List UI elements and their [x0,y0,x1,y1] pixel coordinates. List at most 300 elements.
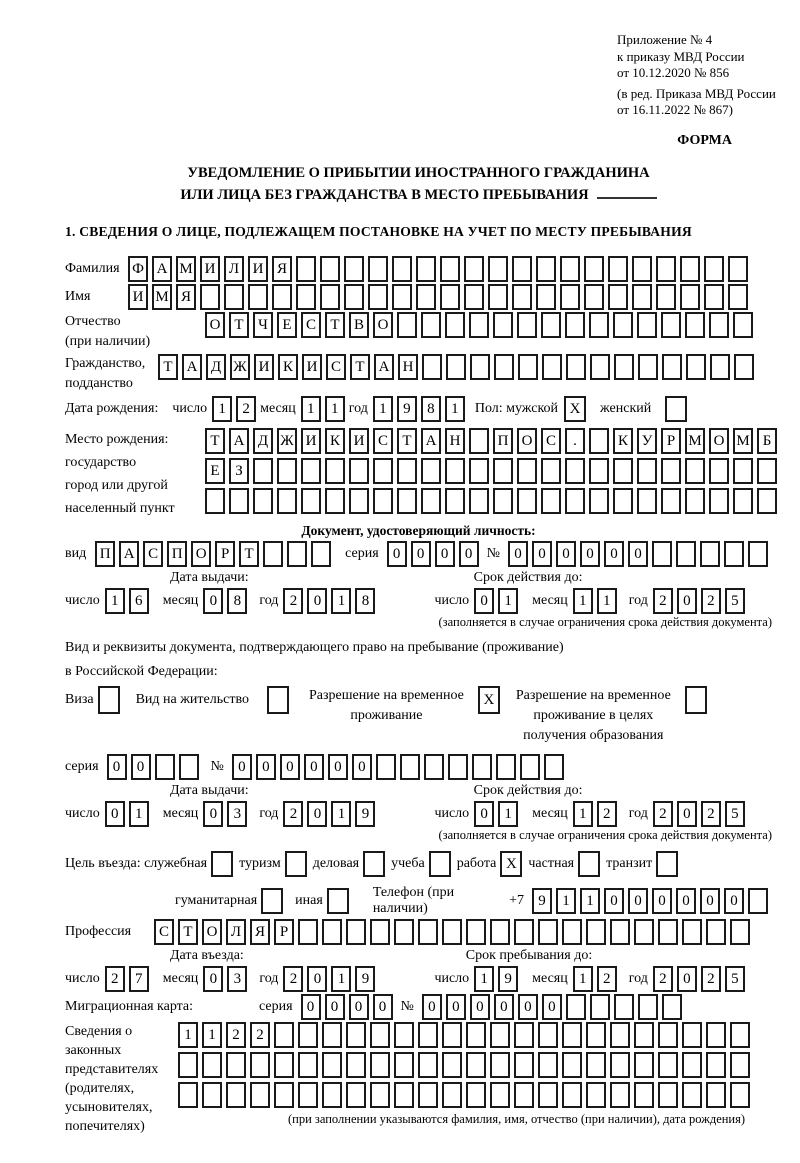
char-box[interactable] [346,1082,366,1108]
char-box[interactable] [610,1052,630,1078]
char-box[interactable]: 2 [283,966,303,992]
char-box[interactable] [704,256,724,282]
char-box[interactable]: 1 [498,588,518,614]
char-box[interactable]: О [202,919,222,945]
char-box[interactable] [514,919,534,945]
char-box[interactable]: А [152,256,172,282]
char-box[interactable] [520,754,540,780]
char-box[interactable]: 0 [628,541,648,567]
char-box[interactable]: Д [253,428,273,454]
char-box[interactable]: Т [325,312,345,338]
char-box[interactable] [638,354,658,380]
char-box[interactable] [748,888,768,914]
char-box[interactable]: 1 [474,966,494,992]
char-box[interactable]: 2 [597,801,617,827]
char-box[interactable]: Т [229,312,249,338]
char-box[interactable]: Р [661,428,681,454]
char-box[interactable] [322,1052,342,1078]
char-box[interactable] [287,541,307,567]
char-box[interactable] [376,754,396,780]
char-box[interactable] [634,1022,654,1048]
char-box[interactable]: 2 [701,588,721,614]
char-box[interactable] [733,312,753,338]
char-box[interactable] [542,354,562,380]
char-box[interactable] [710,354,730,380]
char-box[interactable] [730,1052,750,1078]
char-box[interactable] [416,284,436,310]
char-box[interactable]: 0 [474,588,494,614]
char-box[interactable]: Ч [253,312,273,338]
char-box[interactable] [424,754,444,780]
char-box[interactable]: А [421,428,441,454]
char-box[interactable] [445,312,465,338]
char-box[interactable]: 2 [236,396,256,422]
char-box[interactable] [298,1022,318,1048]
char-box[interactable] [446,354,466,380]
char-box[interactable] [440,284,460,310]
char-box[interactable]: К [325,428,345,454]
char-box[interactable] [422,354,442,380]
char-box[interactable]: 0 [352,754,372,780]
char-box[interactable] [296,256,316,282]
char-box[interactable] [370,1022,390,1048]
char-box[interactable]: В [349,312,369,338]
char-box[interactable] [416,256,436,282]
char-box[interactable]: 0 [373,994,393,1020]
char-box[interactable]: 1 [580,888,600,914]
char-box[interactable] [536,256,556,282]
char-box[interactable] [566,354,586,380]
char-box[interactable] [274,1052,294,1078]
char-box[interactable] [614,354,634,380]
sex-male-checkbox[interactable]: X [564,396,586,422]
char-box[interactable] [493,458,513,484]
char-box[interactable] [263,541,283,567]
char-box[interactable] [734,354,754,380]
char-box[interactable] [418,1082,438,1108]
char-box[interactable] [442,1082,462,1108]
char-box[interactable]: 1 [331,588,351,614]
char-box[interactable] [488,284,508,310]
char-box[interactable]: 0 [494,994,514,1020]
char-box[interactable]: 2 [283,588,303,614]
char-box[interactable]: Ж [230,354,250,380]
purpose-rabota-checkbox[interactable]: X [500,851,522,877]
char-box[interactable]: 0 [604,541,624,567]
char-box[interactable] [322,1082,342,1108]
char-box[interactable]: 1 [573,588,593,614]
char-box[interactable] [757,458,777,484]
char-box[interactable] [656,256,676,282]
char-box[interactable] [682,919,702,945]
char-box[interactable] [706,919,726,945]
char-box[interactable]: 9 [355,801,375,827]
char-box[interactable] [608,284,628,310]
char-box[interactable]: 1 [178,1022,198,1048]
char-box[interactable]: 2 [701,801,721,827]
char-box[interactable]: Р [274,919,294,945]
char-box[interactable] [178,1052,198,1078]
char-box[interactable]: О [709,428,729,454]
char-box[interactable] [613,312,633,338]
purpose-turizm-checkbox[interactable] [285,851,307,877]
char-box[interactable]: 0 [459,541,479,567]
char-box[interactable]: 1 [573,801,593,827]
char-box[interactable]: 0 [628,888,648,914]
char-box[interactable]: 1 [301,396,321,422]
char-box[interactable] [421,488,441,514]
char-box[interactable]: 1 [331,801,351,827]
char-box[interactable] [586,919,606,945]
char-box[interactable] [709,488,729,514]
char-box[interactable]: С [154,919,174,945]
char-box[interactable]: 6 [129,588,149,614]
char-box[interactable]: 0 [131,754,151,780]
char-box[interactable]: 0 [700,888,720,914]
char-box[interactable]: 0 [307,801,327,827]
char-box[interactable] [682,1082,702,1108]
char-box[interactable]: З [229,458,249,484]
char-box[interactable] [709,312,729,338]
char-box[interactable] [566,994,586,1020]
purpose-sluzhebnaya-checkbox[interactable] [211,851,233,877]
char-box[interactable]: 0 [328,754,348,780]
char-box[interactable]: 0 [677,966,697,992]
char-box[interactable] [298,1052,318,1078]
char-box[interactable] [445,488,465,514]
char-box[interactable] [514,1052,534,1078]
char-box[interactable] [658,1082,678,1108]
char-box[interactable]: Н [398,354,418,380]
char-box[interactable] [392,256,412,282]
char-box[interactable] [421,312,441,338]
char-box[interactable] [296,284,316,310]
char-box[interactable] [682,1022,702,1048]
char-box[interactable] [274,1022,294,1048]
char-box[interactable]: 0 [203,801,223,827]
char-box[interactable]: 0 [280,754,300,780]
char-box[interactable] [658,919,678,945]
char-box[interactable] [538,1052,558,1078]
char-box[interactable] [202,1052,222,1078]
char-box[interactable] [565,458,585,484]
char-box[interactable] [658,1052,678,1078]
char-box[interactable] [538,1022,558,1048]
char-box[interactable] [464,256,484,282]
char-box[interactable] [320,256,340,282]
char-box[interactable] [226,1052,246,1078]
char-box[interactable]: 0 [307,588,327,614]
purpose-tranzit-checkbox[interactable] [656,851,678,877]
char-box[interactable]: И [302,354,322,380]
char-box[interactable]: Е [205,458,225,484]
char-box[interactable] [560,284,580,310]
char-box[interactable] [700,541,720,567]
char-box[interactable] [512,284,532,310]
char-box[interactable] [394,919,414,945]
char-box[interactable]: У [637,428,657,454]
char-box[interactable] [466,1052,486,1078]
char-box[interactable] [685,458,705,484]
char-box[interactable] [613,488,633,514]
char-box[interactable]: 1 [331,966,351,992]
char-box[interactable] [346,919,366,945]
char-box[interactable] [490,1022,510,1048]
char-box[interactable]: Т [178,919,198,945]
char-box[interactable]: Б [757,428,777,454]
char-box[interactable] [248,284,268,310]
char-box[interactable] [538,919,558,945]
char-box[interactable]: 9 [532,888,552,914]
char-box[interactable]: И [128,284,148,310]
char-box[interactable] [224,284,244,310]
char-box[interactable]: . [565,428,585,454]
char-box[interactable] [253,458,273,484]
char-box[interactable]: 2 [105,966,125,992]
char-box[interactable] [682,1052,702,1078]
char-box[interactable] [349,458,369,484]
char-box[interactable] [586,1082,606,1108]
char-box[interactable]: 0 [580,541,600,567]
char-box[interactable] [346,1052,366,1078]
char-box[interactable]: 1 [212,396,232,422]
char-box[interactable] [586,1022,606,1048]
char-box[interactable] [706,1082,726,1108]
char-box[interactable]: 0 [349,994,369,1020]
char-box[interactable] [608,256,628,282]
char-box[interactable] [253,488,273,514]
char-box[interactable]: 9 [355,966,375,992]
char-box[interactable] [311,541,331,567]
char-box[interactable] [397,312,417,338]
char-box[interactable]: 0 [474,801,494,827]
char-box[interactable] [322,1022,342,1048]
char-box[interactable]: 1 [556,888,576,914]
char-box[interactable] [728,284,748,310]
char-box[interactable]: 1 [202,1022,222,1048]
char-box[interactable]: Я [250,919,270,945]
char-box[interactable] [512,256,532,282]
char-box[interactable]: С [143,541,163,567]
edu-residence-checkbox[interactable] [685,686,707,714]
char-box[interactable]: 0 [435,541,455,567]
char-box[interactable] [155,754,175,780]
char-box[interactable]: 0 [542,994,562,1020]
char-box[interactable]: П [167,541,187,567]
char-box[interactable] [680,284,700,310]
char-box[interactable] [584,256,604,282]
char-box[interactable] [514,1022,534,1048]
char-box[interactable]: 3 [227,966,247,992]
char-box[interactable] [178,1082,198,1108]
char-box[interactable] [706,1022,726,1048]
char-box[interactable]: 0 [677,588,697,614]
char-box[interactable] [442,1052,462,1078]
char-box[interactable] [272,284,292,310]
char-box[interactable]: А [229,428,249,454]
char-box[interactable] [298,919,318,945]
char-box[interactable] [298,1082,318,1108]
char-box[interactable]: Ж [277,428,297,454]
char-box[interactable] [250,1082,270,1108]
char-box[interactable] [466,919,486,945]
char-box[interactable]: 8 [227,588,247,614]
char-box[interactable] [440,256,460,282]
char-box[interactable]: 0 [677,801,697,827]
char-box[interactable]: Д [206,354,226,380]
char-box[interactable] [373,458,393,484]
char-box[interactable]: 8 [355,588,375,614]
char-box[interactable] [589,488,609,514]
char-box[interactable]: 2 [653,588,673,614]
char-box[interactable]: 0 [203,966,223,992]
char-box[interactable]: 0 [304,754,324,780]
char-box[interactable] [658,1022,678,1048]
char-box[interactable] [368,284,388,310]
char-box[interactable]: Л [226,919,246,945]
char-box[interactable]: А [374,354,394,380]
char-box[interactable]: Я [272,256,292,282]
char-box[interactable] [470,354,490,380]
char-box[interactable] [637,458,657,484]
char-box[interactable] [322,919,342,945]
char-box[interactable]: 1 [573,966,593,992]
char-box[interactable]: Т [350,354,370,380]
char-box[interactable] [496,754,516,780]
char-box[interactable] [541,458,561,484]
char-box[interactable] [469,312,489,338]
char-box[interactable] [370,919,390,945]
char-box[interactable]: О [205,312,225,338]
char-box[interactable] [418,919,438,945]
char-box[interactable] [418,1052,438,1078]
char-box[interactable]: 0 [446,994,466,1020]
char-box[interactable]: 5 [725,966,745,992]
char-box[interactable] [757,488,777,514]
char-box[interactable] [325,458,345,484]
char-box[interactable]: 1 [445,396,465,422]
char-box[interactable]: 2 [283,801,303,827]
char-box[interactable] [610,919,630,945]
char-box[interactable] [325,488,345,514]
char-box[interactable]: Н [445,428,465,454]
char-box[interactable] [469,458,489,484]
char-box[interactable] [686,354,706,380]
char-box[interactable]: С [326,354,346,380]
char-box[interactable] [589,458,609,484]
purpose-ucheba-checkbox[interactable] [429,851,451,877]
char-box[interactable]: А [182,354,202,380]
char-box[interactable] [724,541,744,567]
char-box[interactable] [464,284,484,310]
char-box[interactable] [274,1082,294,1108]
char-box[interactable]: 0 [301,994,321,1020]
char-box[interactable] [368,256,388,282]
char-box[interactable]: Л [224,256,244,282]
char-box[interactable] [704,284,724,310]
char-box[interactable] [680,256,700,282]
char-box[interactable]: 0 [325,994,345,1020]
char-box[interactable] [466,1022,486,1048]
char-box[interactable]: 1 [325,396,345,422]
char-box[interactable] [590,354,610,380]
char-box[interactable] [706,1052,726,1078]
char-box[interactable]: 5 [725,588,745,614]
char-box[interactable] [560,256,580,282]
char-box[interactable] [179,754,199,780]
char-box[interactable] [562,1022,582,1048]
char-box[interactable] [277,488,297,514]
char-box[interactable]: 2 [653,966,673,992]
char-box[interactable]: К [613,428,633,454]
char-box[interactable]: 5 [725,801,745,827]
char-box[interactable]: М [176,256,196,282]
char-box[interactable]: М [685,428,705,454]
char-box[interactable] [418,1022,438,1048]
char-box[interactable]: 0 [203,588,223,614]
char-box[interactable]: 0 [652,888,672,914]
char-box[interactable]: И [254,354,274,380]
visa-checkbox[interactable] [98,686,120,714]
char-box[interactable]: 0 [107,754,127,780]
char-box[interactable]: 0 [532,541,552,567]
char-box[interactable]: Т [158,354,178,380]
char-box[interactable]: И [200,256,220,282]
char-box[interactable] [589,428,609,454]
residence-permit-checkbox[interactable] [267,686,289,714]
char-box[interactable]: 0 [256,754,276,780]
char-box[interactable] [632,256,652,282]
char-box[interactable] [652,541,672,567]
char-box[interactable]: 2 [653,801,673,827]
char-box[interactable] [637,312,657,338]
char-box[interactable]: Т [397,428,417,454]
char-box[interactable] [730,1082,750,1108]
char-box[interactable] [301,488,321,514]
char-box[interactable]: П [493,428,513,454]
char-box[interactable]: 9 [498,966,518,992]
char-box[interactable]: 2 [597,966,617,992]
char-box[interactable] [394,1052,414,1078]
char-box[interactable]: 1 [373,396,393,422]
char-box[interactable] [733,458,753,484]
char-box[interactable]: И [301,428,321,454]
char-box[interactable] [634,1082,654,1108]
char-box[interactable] [448,754,468,780]
char-box[interactable] [730,919,750,945]
char-box[interactable] [544,754,564,780]
char-box[interactable]: 0 [387,541,407,567]
char-box[interactable]: 0 [307,966,327,992]
char-box[interactable]: О [517,428,537,454]
char-box[interactable] [541,312,561,338]
char-box[interactable] [200,284,220,310]
char-box[interactable] [661,312,681,338]
char-box[interactable] [490,1082,510,1108]
char-box[interactable] [562,1082,582,1108]
char-box[interactable] [565,312,585,338]
char-box[interactable] [493,488,513,514]
char-box[interactable] [589,312,609,338]
char-box[interactable]: 0 [470,994,490,1020]
char-box[interactable] [226,1082,246,1108]
purpose-chastnaya-checkbox[interactable] [578,851,600,877]
char-box[interactable] [320,284,340,310]
char-box[interactable]: И [349,428,369,454]
char-box[interactable] [541,488,561,514]
char-box[interactable] [349,488,369,514]
char-box[interactable]: М [152,284,172,310]
